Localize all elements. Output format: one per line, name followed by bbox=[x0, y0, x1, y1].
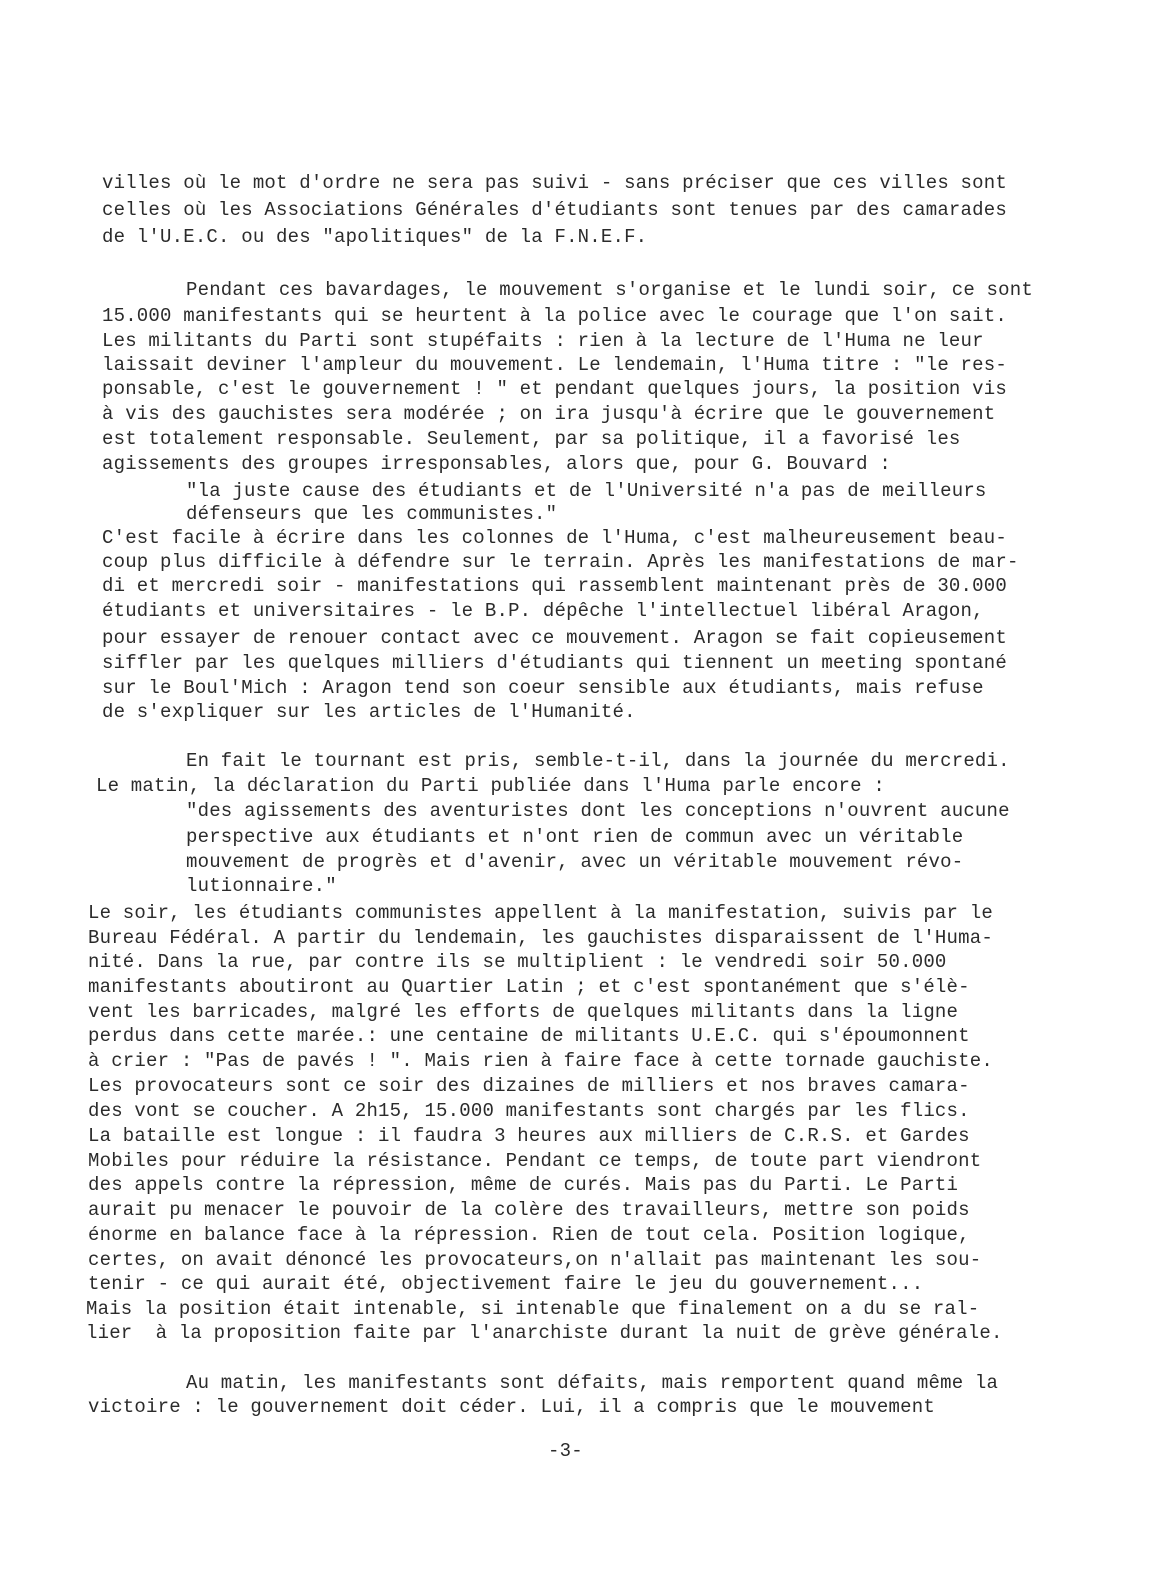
text-line: à crier : "Pas de pavés ! ". Mais rien à faire face à cette tornade gauchiste. bbox=[88, 1050, 993, 1072]
quote-line: perspective aux étudiants et n'ont rien de commun avec un véritable bbox=[186, 826, 964, 848]
text-line: manifestants aboutiront au Quartier Latin ; et c'est spontanément que s'élè- bbox=[88, 976, 970, 998]
text-line: En fait le tournant est pris, semble-t-il, dans la journée du mercredi. bbox=[186, 750, 1010, 772]
text-line: certes, on avait dénoncé les provocateurs,on n'allait pas maintenant les sou- bbox=[88, 1249, 982, 1271]
text-line: Le soir, les étudiants communistes appellent à la manifestation, suivis par le bbox=[88, 902, 993, 924]
page-number: -3- bbox=[548, 1440, 583, 1462]
text-line: coup plus difficile à défendre sur le terrain. Après les manifestations de mar- bbox=[102, 551, 1019, 573]
text-line: Pendant ces bavardages, le mouvement s'organise et le lundi soir, ce sont bbox=[186, 279, 1033, 301]
text-line: de s'expliquer sur les articles de l'Humanité. bbox=[102, 701, 636, 723]
text-line: 15.000 manifestants qui se heurtent à la police avec le courage que l'on sait. bbox=[102, 305, 1007, 327]
text-line: aurait pu menacer le pouvoir de la colère des travailleurs, mettre son poids bbox=[88, 1199, 970, 1221]
text-line: tenir - ce qui aurait été, objectivement faire le jeu du gouvernement... bbox=[88, 1273, 924, 1295]
text-line: des vont se coucher. A 2h15, 15.000 manifestants sont chargés par les flics. bbox=[88, 1100, 970, 1122]
text-line: de l'U.E.C. ou des "apolitiques" de la F.N.E.F. bbox=[102, 226, 648, 248]
text-line: vent les barricades, malgré les efforts de quelques militants dans la ligne bbox=[88, 1001, 959, 1023]
text-line: agissements des groupes irresponsables, alors que, pour G. Bouvard : bbox=[102, 453, 891, 475]
text-line: des appels contre la répression, même de curés. Mais pas du Parti. Le Parti bbox=[88, 1174, 959, 1196]
text-line: énorme en balance face à la répression. Rien de tout cela. Position logique, bbox=[88, 1224, 970, 1246]
text-line: Au matin, les manifestants sont défaits, mais remportent quand même la bbox=[186, 1372, 999, 1394]
text-line: à vis des gauchistes sera modérée ; on ira jusqu'à écrire que le gouvernement bbox=[102, 403, 996, 425]
text-line: celles où les Associations Générales d'étudiants sont tenues par des camarades bbox=[102, 199, 1007, 221]
text-line: perdus dans cette marée.: une centaine de militants U.E.C. qui s'époumonnent bbox=[88, 1025, 970, 1047]
text-line: sur le Boul'Mich : Aragon tend son coeur sensible aux étudiants, mais refuse bbox=[102, 677, 984, 699]
text-line: Bureau Fédéral. A partir du lendemain, les gauchistes disparaissent de l'Huma- bbox=[88, 927, 993, 949]
text-line: victoire : le gouvernement doit céder. Lui, il a compris que le mouvement bbox=[88, 1396, 935, 1418]
text-line: étudiants et universitaires - le B.P. dépêche l'intellectuel libéral Aragon, bbox=[102, 600, 984, 622]
text-line: Le matin, la déclaration du Parti publiée dans l'Huma parle encore : bbox=[96, 775, 885, 797]
quote-line: "des agissements des aventuristes dont les conceptions n'ouvrent aucune bbox=[186, 800, 1010, 822]
text-line: Les militants du Parti sont stupéfaits : rien à la lecture de l'Huma ne leur bbox=[102, 330, 984, 352]
quote-line: "la juste cause des étudiants et de l'Université n'a pas de meilleurs bbox=[186, 480, 987, 502]
quote-line: défenseurs que les communistes." bbox=[186, 503, 558, 525]
quote-line: mouvement de progrès et d'avenir, avec un véritable mouvement révo- bbox=[186, 851, 964, 873]
text-line: La bataille est longue : il faudra 3 heures aux milliers de C.R.S. et Gardes bbox=[88, 1125, 970, 1147]
text-line: est totalement responsable. Seulement, par sa politique, il a favorisé les bbox=[102, 428, 961, 450]
text-line: Mobiles pour réduire la résistance. Pendant ce temps, de toute part viendront bbox=[88, 1150, 982, 1172]
text-line: villes où le mot d'ordre ne sera pas suivi - sans préciser que ces villes sont bbox=[102, 172, 1007, 194]
text-line: nité. Dans la rue, par contre ils se multiplient : le vendredi soir 50.000 bbox=[88, 951, 947, 973]
text-line: Mais la position était intenable, si intenable que finalement on a du se ral- bbox=[86, 1298, 980, 1320]
text-line: pour essayer de renouer contact avec ce mouvement. Aragon se fait copieusement bbox=[102, 627, 1007, 649]
text-line: siffler par les quelques milliers d'étudiants qui tiennent un meeting spontané bbox=[102, 652, 1007, 674]
text-line: laissait deviner l'ampleur du mouvement. Le lendemain, l'Huma titre : "le res- bbox=[102, 354, 1007, 376]
text-line: di et mercredi soir - manifestations qui rassemblent maintenant près de 30.000 bbox=[102, 575, 1007, 597]
text-line: ponsable, c'est le gouvernement ! " et pendant quelques jours, la position vis bbox=[102, 378, 1007, 400]
text-line: Les provocateurs sont ce soir des dizaines de milliers et nos braves camara- bbox=[88, 1075, 970, 1097]
text-line: lier à la proposition faite par l'anarchiste durant la nuit de grève générale. bbox=[86, 1322, 1003, 1344]
text-line: C'est facile à écrire dans les colonnes de l'Huma, c'est malheureusement beau- bbox=[102, 527, 1007, 549]
quote-line: lutionnaire." bbox=[186, 875, 337, 897]
